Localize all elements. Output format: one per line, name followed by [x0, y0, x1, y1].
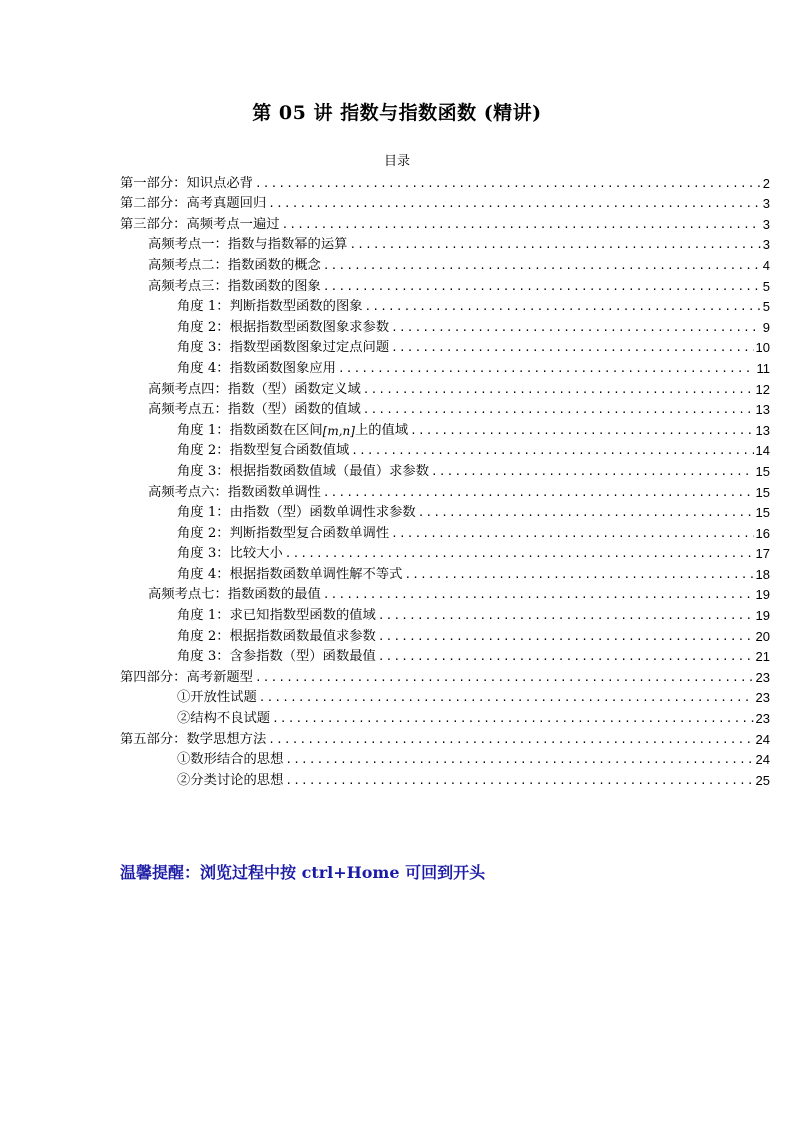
toc-entry[interactable]	[120, 212, 770, 233]
toc-page-number: 10	[755, 340, 770, 356]
toc-dot-leader	[391, 526, 753, 542]
toc-page-number: 25	[755, 772, 770, 788]
toc-entry-label: 角度 2：根据指数型函数图象求参数	[177, 319, 390, 335]
toc-entry[interactable]	[120, 624, 770, 645]
toc-page-number: 17	[755, 546, 770, 562]
toc-entry[interactable]	[120, 665, 770, 686]
toc-dot-leader	[259, 690, 754, 706]
toc-entry-label: 高频考点一：指数与指数幂的运算	[148, 237, 348, 253]
toc-dot-leader	[378, 629, 754, 645]
toc-entry[interactable]	[120, 233, 770, 254]
toc-entry[interactable]	[120, 603, 770, 624]
toc-dot-leader	[365, 299, 761, 315]
toc-entry-label: 高频考点六：指数函数单调性	[148, 484, 321, 500]
toc-dot-leader	[323, 279, 761, 295]
toc-page-number: 19	[755, 608, 770, 624]
toc-dot-leader	[391, 320, 761, 336]
toc-entry[interactable]	[120, 336, 770, 357]
toc-entry[interactable]	[120, 542, 770, 563]
toc-entry-label: 角度 4：根据指数函数单调性解不等式	[177, 566, 403, 582]
toc-page-number: 5	[762, 278, 770, 294]
toc-dot-leader	[338, 361, 755, 377]
toc-dot-leader	[282, 217, 761, 233]
toc-page-number: 23	[755, 669, 770, 685]
toc-entry[interactable]	[120, 706, 770, 727]
toc-page-number: 3	[762, 237, 770, 253]
toc-dot-leader	[418, 505, 754, 521]
toc-dot-leader	[285, 773, 753, 789]
toc-entry-label: 第三部分：高频考点一遍过	[120, 216, 280, 232]
toc-entry-label: 角度 2：指数型复合函数值域	[177, 443, 350, 459]
toc-entry[interactable]	[120, 439, 770, 460]
reminder-note: 温馨提醒：浏览过程中按 ctrl+Home 可回到开头	[120, 863, 486, 882]
toc-entry[interactable]	[120, 274, 770, 295]
toc-dot-leader	[255, 670, 754, 686]
toc-entry[interactable]	[120, 748, 770, 769]
toc-entry[interactable]	[120, 418, 770, 439]
toc-entry-label: 角度 1：指数函数在区间	[177, 422, 323, 438]
toc-page-number: 3	[762, 216, 770, 232]
toc-page-number: 15	[755, 505, 770, 521]
toc-entry-label: 角度 1：求已知指数型函数的值域	[177, 608, 376, 624]
toc-entry-label: ①数形结合的思想	[177, 752, 284, 768]
toc-page-number: 3	[762, 196, 770, 212]
toc-entry[interactable]	[120, 686, 770, 707]
toc-dot-leader	[268, 196, 761, 212]
toc-dot-leader	[378, 608, 754, 624]
toc-dot-leader	[272, 711, 753, 727]
toc-dot-leader	[323, 587, 754, 603]
toc-page-number: 18	[755, 566, 770, 582]
toc-entry[interactable]	[120, 377, 770, 398]
toc-page-number: 19	[755, 587, 770, 603]
toc-entry-label: 第五部分：数学思想方法	[120, 731, 267, 747]
toc-page-number: 9	[762, 319, 770, 335]
toc-dot-leader	[404, 567, 753, 583]
toc-page-number: 24	[755, 731, 770, 747]
table-of-contents	[120, 171, 770, 789]
toc-entry-label: 高频考点四：指数（型）函数定义域	[148, 381, 361, 397]
toc-page-number: 5	[762, 299, 770, 315]
toc-dot-leader	[363, 382, 754, 398]
toc-entry[interactable]	[120, 459, 770, 480]
toc-heading: 目录	[383, 154, 410, 169]
toc-dot-leader	[285, 546, 754, 562]
toc-entry[interactable]	[120, 768, 770, 789]
toc-page-number: 14	[755, 443, 770, 459]
toc-entry[interactable]	[120, 645, 770, 666]
toc-dot-leader	[285, 752, 753, 768]
toc-dot-leader	[378, 649, 754, 665]
toc-entry-label: 角度 3：根据指数函数值域（最值）求参数	[177, 463, 430, 479]
toc-entry[interactable]	[120, 253, 770, 274]
toc-entry-label-suffix: 上的值域	[354, 422, 409, 438]
toc-dot-leader	[323, 485, 754, 501]
toc-entry-label: 高频考点二：指数函数的概念	[148, 257, 321, 273]
toc-entry[interactable]	[120, 727, 770, 748]
toc-dot-leader	[351, 443, 753, 459]
toc-entry-label: 第二部分：高考真题回归	[120, 196, 267, 212]
toc-entry-label: 角度 2：判断指数型复合函数单调性	[177, 525, 390, 541]
toc-dot-leader	[363, 402, 754, 418]
toc-page-number: 15	[755, 484, 770, 500]
toc-page-number: 21	[755, 649, 770, 665]
toc-entry[interactable]	[120, 315, 770, 336]
toc-dot-leader	[349, 237, 760, 253]
toc-entry-label: 角度 1：由指数（型）函数单调性求参数	[177, 505, 416, 521]
toc-entry[interactable]	[120, 521, 770, 542]
toc-entry-label: 角度 4：指数函数图象应用	[177, 360, 336, 376]
toc-page-number: 11	[756, 360, 770, 376]
toc-entry-label: ②结构不良试题	[177, 711, 271, 727]
toc-entry[interactable]	[120, 295, 770, 316]
toc-page-number: 12	[755, 381, 770, 397]
toc-entry[interactable]	[120, 192, 770, 213]
toc-dot-leader	[268, 732, 753, 748]
toc-entry[interactable]	[120, 356, 770, 377]
toc-dot-leader	[255, 176, 761, 192]
toc-page-number: 13	[755, 422, 770, 438]
toc-dot-leader	[410, 423, 753, 439]
toc-entry-label: 高频考点五：指数（型）函数的值域	[148, 402, 361, 418]
toc-page-number: 2	[762, 175, 770, 191]
toc-page-number: 23	[755, 711, 770, 727]
toc-entry-label: 角度 3：含参指数（型）函数最值	[177, 649, 376, 665]
document-title: 第 05 讲 指数与指数函数 (精讲)	[252, 102, 542, 124]
toc-entry[interactable]	[120, 501, 770, 522]
toc-entry-label: 角度 3：指数型函数图象过定点问题	[177, 340, 390, 356]
toc-entry-label: ②分类讨论的思想	[177, 772, 284, 788]
toc-entry-label: 角度 2：根据指数函数最值求参数	[177, 628, 376, 644]
toc-entry-label: 第四部分：高考新题型	[120, 669, 253, 685]
toc-dot-leader	[391, 340, 753, 356]
toc-entry-label: 第一部分：知识点必背	[120, 175, 253, 191]
toc-page-number: 20	[755, 628, 770, 644]
toc-page-number: 15	[755, 463, 770, 479]
toc-page-number: 23	[755, 690, 770, 706]
toc-entry[interactable]	[120, 171, 770, 192]
toc-entry-label: 高频考点七：指数函数的最值	[148, 587, 321, 603]
toc-entry[interactable]	[120, 398, 770, 419]
toc-entry-label: 角度 3：比较大小	[177, 546, 283, 562]
toc-dot-leader	[323, 258, 761, 274]
toc-page-number: 13	[755, 402, 770, 418]
toc-dot-leader	[431, 464, 754, 480]
toc-entry-math: [m,n]	[322, 423, 355, 438]
toc-page-number: 16	[755, 525, 770, 541]
toc-entry-label: 角度 1：判断指数型函数的图象	[177, 299, 363, 315]
toc-page-number: 24	[755, 752, 770, 768]
toc-entry-label: 高频考点三：指数函数的图象	[148, 278, 321, 294]
toc-entry[interactable]	[120, 583, 770, 604]
toc-entry[interactable]	[120, 480, 770, 501]
toc-entry-label: ①开放性试题	[177, 690, 257, 706]
toc-page-number: 4	[762, 257, 770, 273]
toc-entry[interactable]	[120, 562, 770, 583]
